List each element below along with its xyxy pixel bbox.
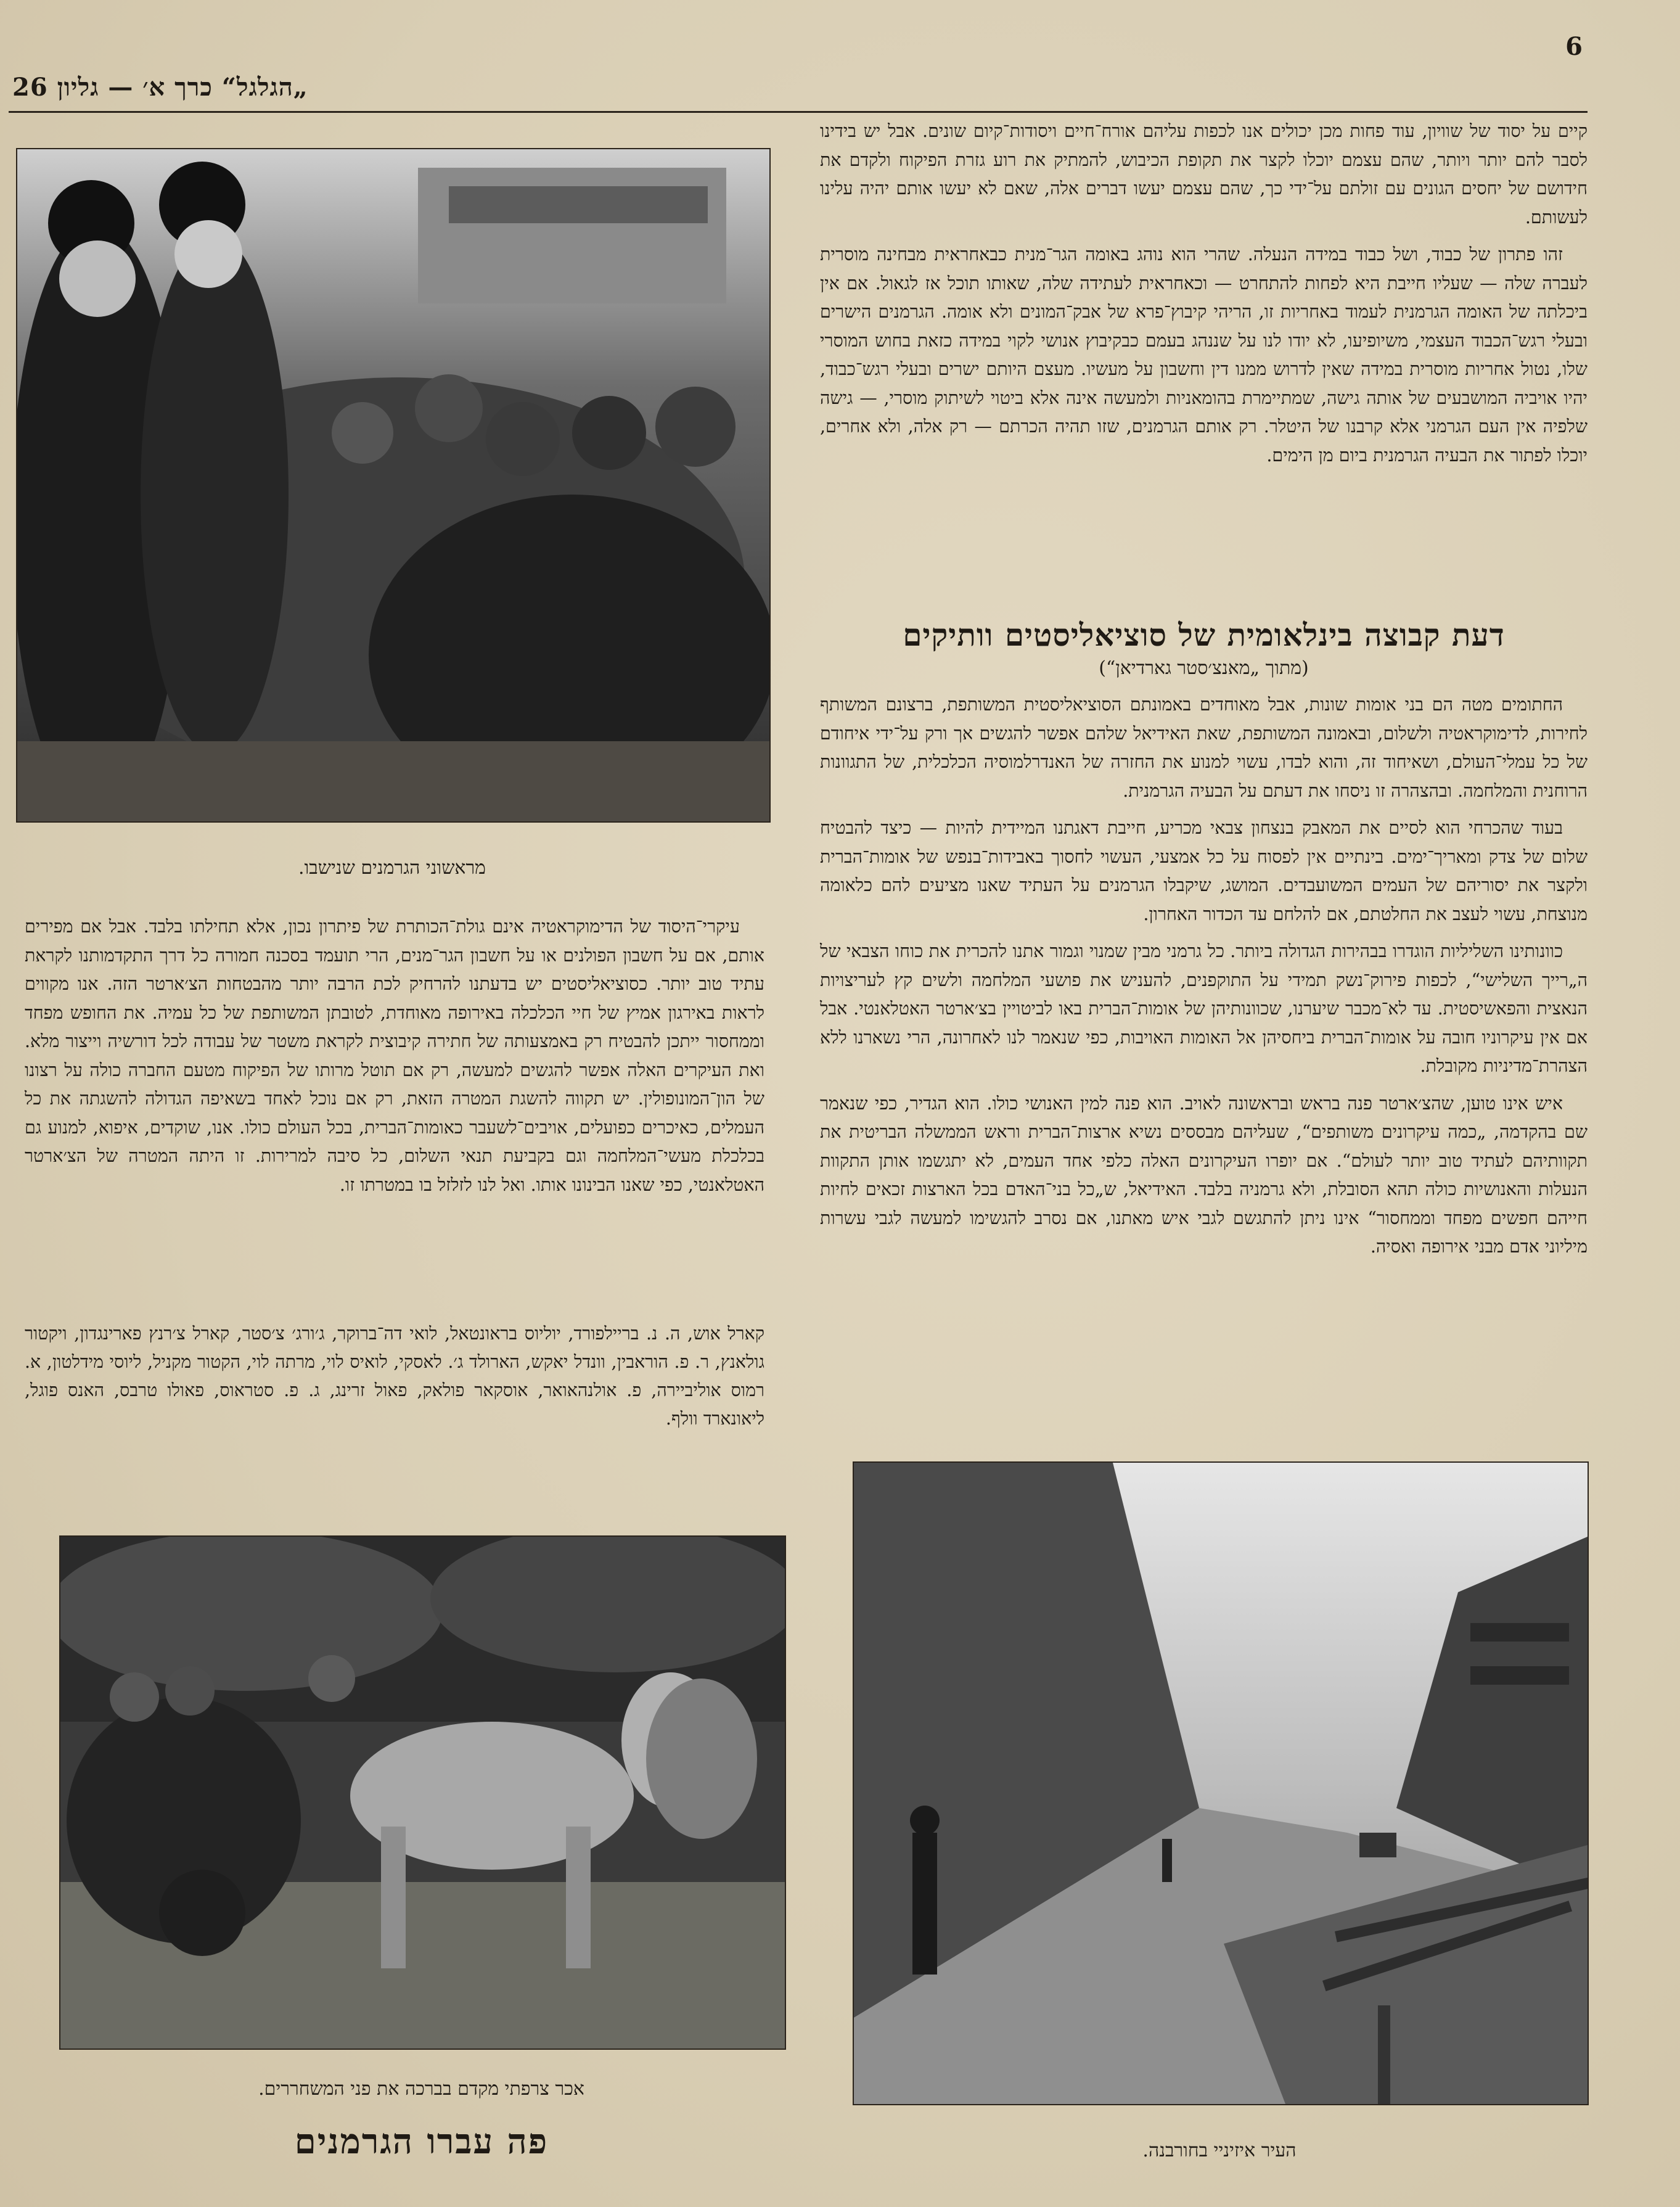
photo-french-farmer (59, 1535, 786, 2050)
caption-french-farmer: אכר צרפתי מקדם בברכה את פני המשחררים. (258, 2078, 584, 2100)
article-left-column (25, 913, 764, 1208)
photo-captured-germans (16, 148, 771, 823)
running-head: „הגלגל“ כרך א׳ — גליון 26 (12, 73, 308, 102)
article-paragraph-3: כוונותינו השליליות הוגדרו בבהירות הגדולה ביותר. כל גרמני מבין שמנוי וגמור אתנו להכרית את כוחו הצבאי של ה„רייך השלישי“, לכפות פירוק־נשק תמידי על התוקפנים, להעניש את פושעי המלחמה ולשים קץ לעריצויות הנאצית והפאשיסטית. עד לא־מכבר שיערנו, שכוונותיהן של אומות־הברית באו לביטויין בצ׳ארטר האטלאנטי. אבל אם אין עיקרוניו חובה על אומות־הברית ביחסיהן אל האומות האויבות, כפי שנאמר לנו לאחרונה, הרי נשארנו ללא הצהרת־מדיניות מקובלת. (820, 941, 1588, 1076)
photo-captured-germans-image (17, 149, 769, 821)
top-paragraph-1: קיים על יסוד של שוויון, עוד פחות מכן יכולים אנו לכפות עליהם אורח־חיים ויסודות־קיום שונים. אבל יש בידינו לסבר להם יותר ויותר, שהם עצמם יוכלו לקצר את תקופת הכיבוש, להמתיק את רוע גזרת הפיקוח ולקדם את חידושם של יחסים הגונים עם זולתם על־ידי כך, שהם עצמם יעשו דברים אלה, שאם לא יעשו אותם יהיה עלינו לעשותם. (820, 121, 1588, 228)
top-paragraph-2: זהו פתרון של כבוד, ושל כבוד במידה הנעלה. שהרי הוא נוהג באומה הגר־מנית כבאחראית מבחינה מוסרית לעברה שלה — שעליו חייבת היא לפחות להתחרט — וכאחראית לעתידה שלה, שאותו תוכל אז לגאול. אם אין ביכלתה של האומה הגרמנית לעמוד באחריות זו, הריהי קיבוץ־פרא של אבק־המונים ולא אומה. הגרמנים הישרים ובעלי רגש־הכבוד העצמי, משיופיעו, לא יודו לנו על שננהג בעמם כבקיבוץ אנושי לקוי במידה כזאת בחוש המוסרי שלו, נטול אחריות מוסרית במידה שאין לדרוש ממנו דין וחשבון על מעשיו. מעצם היותם ישרים ובעלי רגש־כבוד, יהיו אויביה המושבעים של אותה גישה, שמתיימרת בהומאניות ולמעשה אינה אלא ביטוי לשיתוק מוסרי, — גישה שלפיה אין העם הגרמני אלא קרבנו של היטלר. רק אותם הגרמנים, שזו תהיה הכרתם — רק אלה, ולא אחרים, יוכלו לפתור את הבעיה הגרמנית ביום מן הימים. (820, 244, 1588, 466)
caption-captured-germans: מראשוני הגרמנים שנישבו. (298, 857, 486, 879)
caption-ruined-town: העיר איזיניי בחורבנה. (1142, 2140, 1297, 2161)
headline-here-passed-the-germans: פה עברו הגרמנים (294, 2121, 549, 2162)
top-text-column (820, 117, 1588, 479)
article-paragraph-4: איש אינו טוען, שהצ׳ארטר פנה בראש ובראשונה לאויב. הוא פנה למין האנושי כולו. הוא הגדיר, כפי שנאמר שם בהקדמה, „כמה עיקרונים משותפים“, שעליהם מבססים נשיא ארצות־הברית וראש הממשלה הבריטית את תקוותיהם לעתיד טוב יותר לעולם“. אם יופרו העיקרונים האלה כלפי אחד העמים, לא יתגשמו אותן התקוות הנעלות והאנושיות כולה תהא הסובלת, ולא גרמניה בלבד. האידיאל, ש„כל בני־האדם בכל הארצות זכאים לחיות חייהם חפשים מפחד וממחסור“ אינו ניתן להתגשם לגבי איש מאתנו, אם נסרב להגשימו למעשה לגבי עשרות מיליוני אדם מבני אירופה ואסיה. (820, 1093, 1588, 1257)
photo-ruined-town (853, 1461, 1589, 2105)
article-title: דעת קבוצה בינלאומית של סוציאליסטים וותיקים (903, 617, 1505, 653)
article-right-column (820, 691, 1588, 1270)
signatories-list: קארל אוש, ה. נ. ברייל‏פורד, יוליוס בראונטאל, לואי דה־ברוקר, ג׳ורג׳ צ׳סטר, קארל צ׳רנץ פארינגדון, ויקטור גולאנץ, ר. פ. הוראבין, וונדל יאקש, הארולד ג׳. לאסקי, לואיס לוי, מרתה לוי, הקטור מקניל, ליוסי מידלטון, א. רמוס אוליביירה, פ. אולנהאואר, אוסקאר פולאק, פאול זרינג, ג. פ. סטראוס, פאולו טרבס, האנס פוגל, ליאונארד וולף. (25, 1323, 764, 1429)
article-paragraph-2: בעוד שהכרחי הוא לסיים את המאבק בנצחון צבאי מכריע, חייבת דאגתנו המיידית להיות — כיצד להבטיח שלום של צדק ומאריך־ימים. בינתיים אין לפסוח על כל אמצעי, העשוי לחסוך באבידות־בנפש של אומות־הברית ולקצר את יסוריהם של העמים המשועבדים. המושג, שיקבלו הגרמנים על העתיד שאנו מציעים להם כלאומה מנוצחת, עשוי לעצב את החלטתם, אם להלחם עד הכדור האחרון. (820, 818, 1588, 924)
article-paragraph-1: החתומים מטה הם בני אומות שונות, אבל מאוחדים באמונתם הסוציאליסטית המשותפת, ברצונם המשותף לחירות, לדימוקראטיה ולשלום, ובאמונה המשותפת, שאת האידיאל שלהם אפשר להגשים אך ורק על־ידי איחודם של כל עמלי־העולם, ושאיחוד זה, והוא לבדו, עשוי למנוע את החזרה של האנדרלמוסיה הכלכלית, של התגוונות הרוחנית והמלחמה. ובהצהרה זו ניסחו את דעתם על הבעיה הגרמנית. (820, 694, 1588, 801)
page-number: 6 (1565, 32, 1583, 61)
photo-ruined-town-image (854, 1463, 1588, 2104)
header-rule (9, 111, 1588, 113)
article-left-paragraph-1: עיקרי־היסוד של הדימוקראטיה אינם גולת־הכותרת של פיתרון נכון, אלא תחילתו בלבד. אבל אם מפירים אותם, אם על חשבון הפולנים או על חשבון הגר־מנים, הרי תועמד בסכנה חמורה כל דרך התקדמותנו לקראת עתיד טוב יותר. כסוציאליסטים יש בדעתנו להרחיק לכת הרבה יותר מהבטחות הצ׳ארטר הזה. אנו מקווים לראות באירגון אמיץ של חיי הכלכלה באירופה מאוחדת, לטובתן המשותפת של כל עמיה. את החופש מפחד וממחסור ייתכן להבטיח רק באמצעותה של חתירה קיבוצית לקראת משטר של עבודה לכל דורשיה וייצור מלא. ואת העיקרים האלה אפשר להגשים למעשה, רק אם תוטל מרותו של הפיקוח מטעם החברה כולה על רצונו של הון־המונופולין. יש תקווה להשגת המטרה הזאת, רק אם נוכל לאחד בשאיפה הגדולה להשגתה את כל העמלים, כאיכרים כפועלים, אויבים־לשעבר כאומות־הברית, בכל העולם כולו. אנו, שוקדים, איפוא, למנוע גם בכלכלת מעשי־המלחמה וגם בקביעת תנאי השלום, כל סיבה למרירות. זו היתה המטרה של הצ׳ארטר האטלאנטי, כפי שאנו הבינונו אותו. ואל לנו לזלזל בו במטרתו זו. (25, 916, 764, 1195)
photo-french-farmer-image (60, 1537, 785, 2049)
article-subtitle: (מתוך „מאנצ׳סטר גארדיאן“) (1099, 657, 1309, 679)
